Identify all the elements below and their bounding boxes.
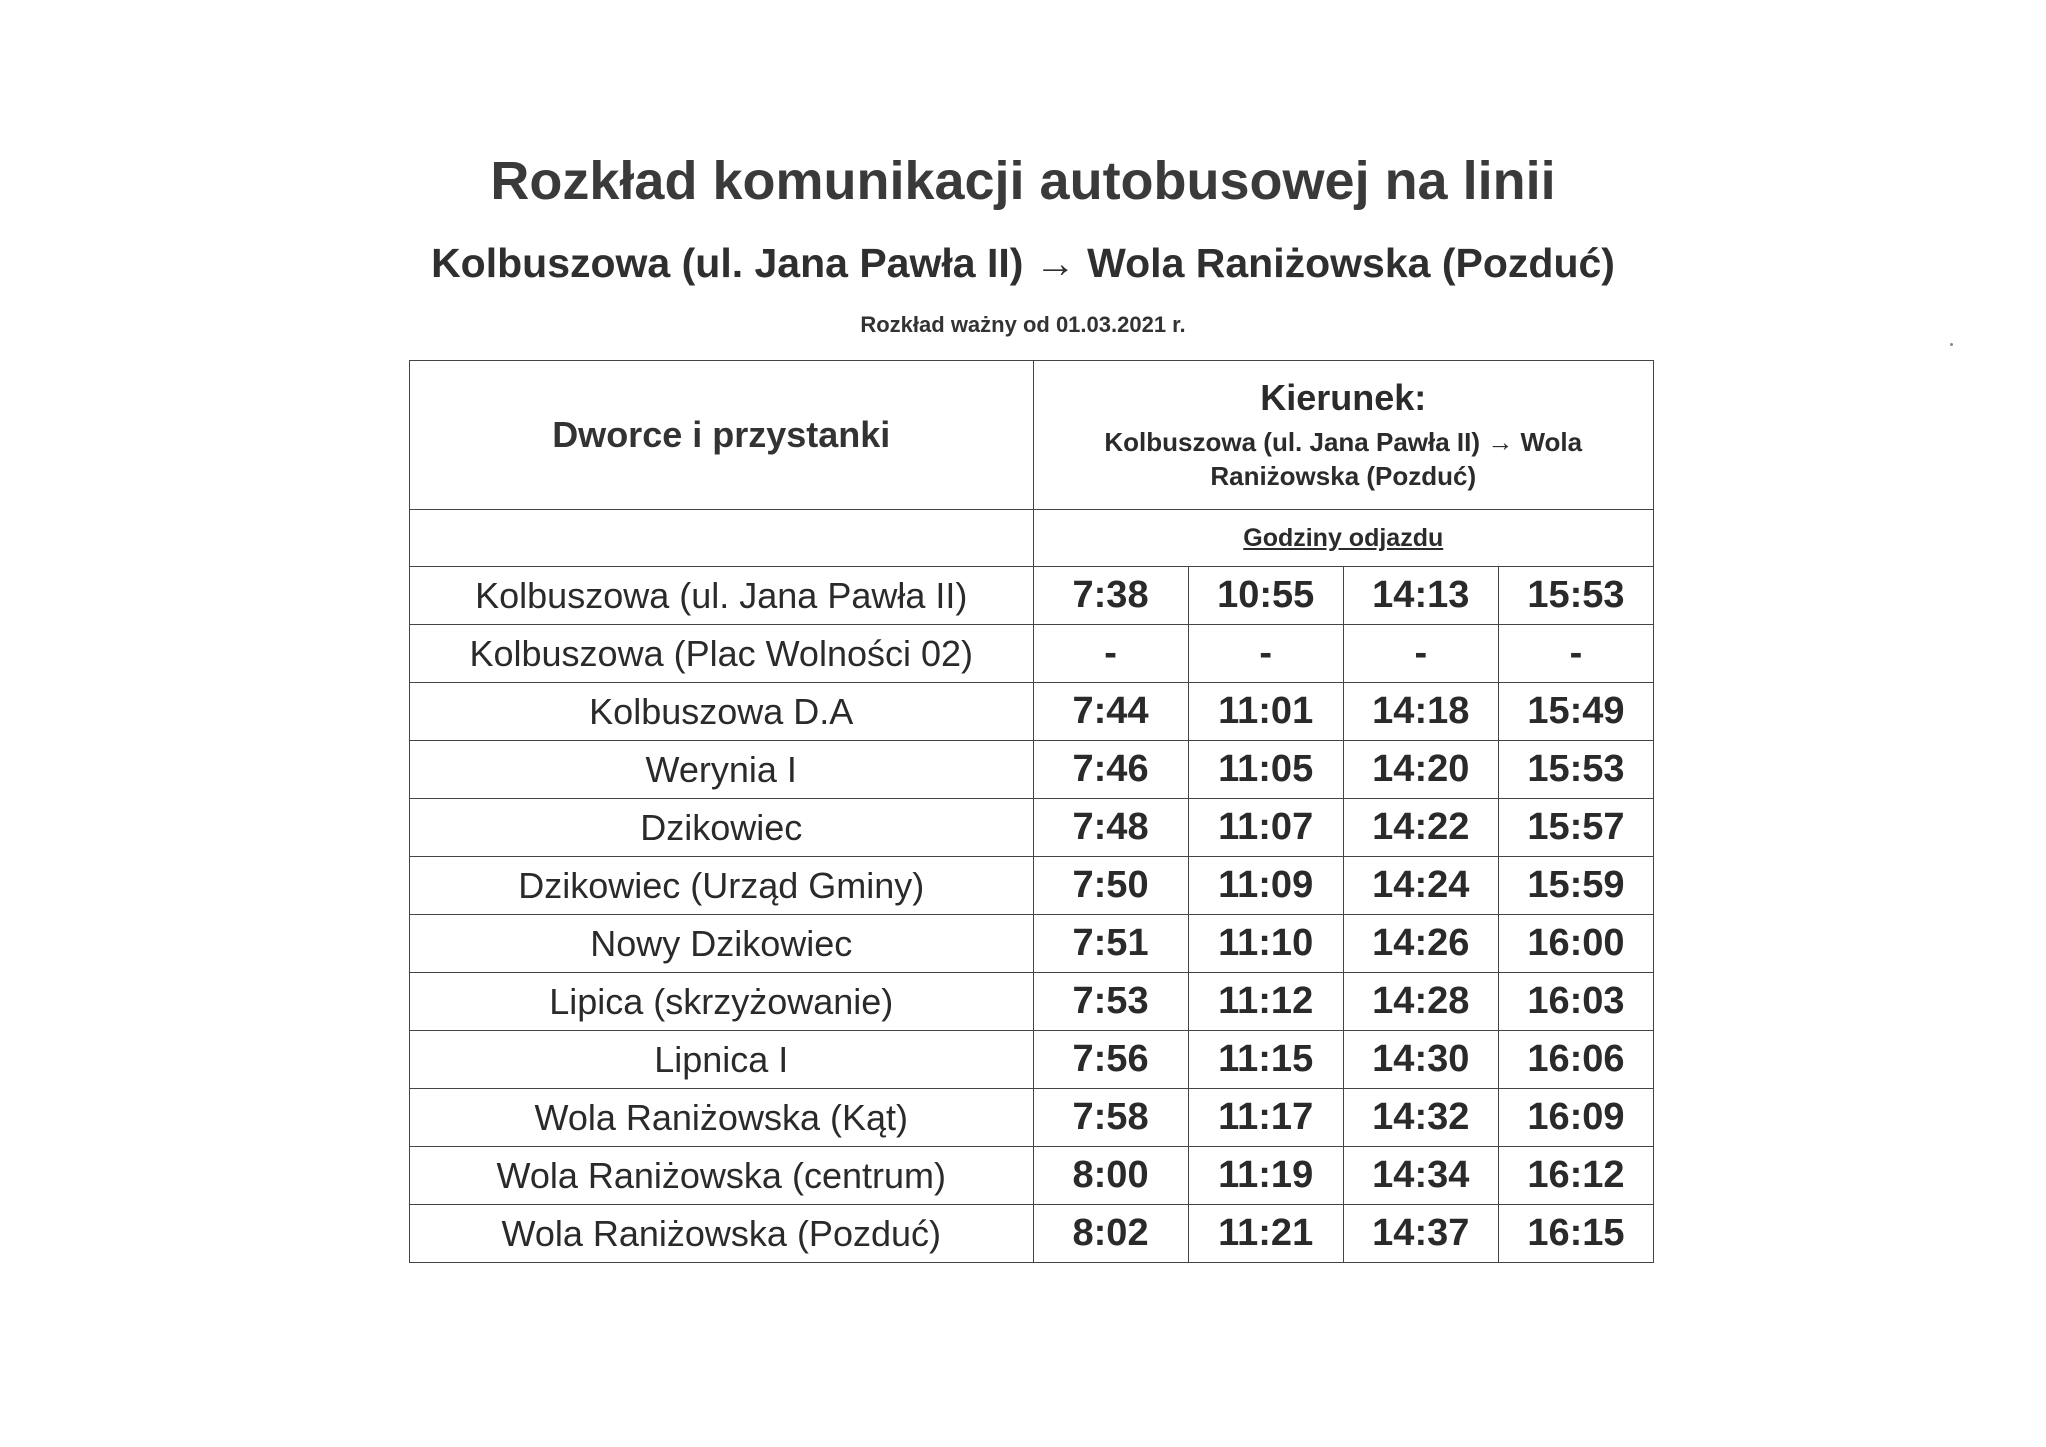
valid-from-note: Rozkład ważny od 01.03.2021 r. — [860, 312, 1186, 337]
departure-time: 15:57 — [1498, 799, 1653, 857]
direction-header — [1033, 361, 1654, 510]
stop-name: Lipica (skrzyżowanie) — [410, 973, 1034, 1031]
departure-time: 7:48 — [1033, 799, 1188, 857]
departure-time: 7:38 — [1033, 567, 1188, 625]
departure-time: 14:28 — [1343, 973, 1498, 1031]
stop-name: Kolbuszowa (ul. Jana Pawła II) — [410, 567, 1034, 625]
table-row — [410, 1031, 1654, 1089]
departure-time: 7:46 — [1033, 741, 1188, 799]
stop-name: Lipnica I — [410, 1031, 1034, 1089]
stop-name: Kolbuszowa D.A — [410, 683, 1034, 741]
departure-time: 15:49 — [1498, 683, 1653, 741]
departure-time: 16:00 — [1498, 915, 1653, 973]
stop-name: Dzikowiec (Urząd Gminy) — [410, 857, 1034, 915]
page-title: Rozkład komunikacji autobusowej na linii — [490, 151, 1556, 211]
departure-time: 7:44 — [1033, 683, 1188, 741]
table-row — [410, 973, 1654, 1031]
departure-time: 14:30 — [1343, 1031, 1498, 1089]
departure-time: 8:02 — [1033, 1205, 1188, 1263]
departures-header-row — [410, 510, 1654, 567]
departure-time: 14:37 — [1343, 1205, 1498, 1263]
timetable — [409, 360, 1654, 1263]
departure-time: 11:01 — [1188, 683, 1343, 741]
departure-time: 14:22 — [1343, 799, 1498, 857]
departure-time: 16:03 — [1498, 973, 1653, 1031]
scan-speck — [1950, 343, 1953, 346]
table-row — [410, 1089, 1654, 1147]
departure-time: 15:59 — [1498, 857, 1653, 915]
table-row — [410, 683, 1654, 741]
table-row — [410, 1147, 1654, 1205]
table-row — [410, 567, 1654, 625]
departure-time: 10:55 — [1188, 567, 1343, 625]
departure-time: 16:09 — [1498, 1089, 1653, 1147]
stop-name: Werynia I — [410, 741, 1034, 799]
departure-time: 11:17 — [1188, 1089, 1343, 1147]
route-subtitle: Kolbuszowa (ul. Jana Pawła II) → Wola Raniżowska (Pozduć) — [431, 240, 1615, 286]
stop-name: Dzikowiec — [410, 799, 1034, 857]
departure-time: 14:20 — [1343, 741, 1498, 799]
departure-time: 7:50 — [1033, 857, 1188, 915]
direction-route: Kolbuszowa (ul. Jana Pawła II) → Wola Raniżowska (Pozduć) — [1104, 427, 1583, 491]
departure-time: - — [1033, 625, 1188, 683]
departure-time: 7:56 — [1033, 1031, 1188, 1089]
departures-label: Godziny odjazdu — [1243, 523, 1444, 552]
stop-name: Wola Raniżowska (centrum) — [410, 1147, 1034, 1205]
departure-time: 11:15 — [1188, 1031, 1343, 1089]
departure-time: 7:53 — [1033, 973, 1188, 1031]
departure-time: 14:18 — [1343, 683, 1498, 741]
stop-name: Wola Raniżowska (Pozduć) — [410, 1205, 1034, 1263]
departure-time: 16:06 — [1498, 1031, 1653, 1089]
table-row — [410, 915, 1654, 973]
table-row — [410, 741, 1654, 799]
departure-time: 16:12 — [1498, 1147, 1653, 1205]
departure-time: - — [1498, 625, 1653, 683]
departure-time: 14:24 — [1343, 857, 1498, 915]
stops-column-header: Dworce i przystanki — [410, 361, 1034, 510]
departure-time: 11:12 — [1188, 973, 1343, 1031]
departure-time: 14:34 — [1343, 1147, 1498, 1205]
departure-time: 11:05 — [1188, 741, 1343, 799]
departure-time: 7:51 — [1033, 915, 1188, 973]
timetable-body — [410, 567, 1654, 1263]
empty-header-cell — [410, 510, 1034, 567]
departure-time: 16:15 — [1498, 1205, 1653, 1263]
table-row — [410, 799, 1654, 857]
departure-time: 14:26 — [1343, 915, 1498, 973]
departure-time: - — [1188, 625, 1343, 683]
stop-name: Wola Raniżowska (Kąt) — [410, 1089, 1034, 1147]
departure-time: 11:09 — [1188, 857, 1343, 915]
departure-time: 15:53 — [1498, 741, 1653, 799]
departure-time: - — [1343, 625, 1498, 683]
departure-time: 8:00 — [1033, 1147, 1188, 1205]
departures-header — [1033, 510, 1654, 567]
direction-label: Kierunek: — [1260, 377, 1427, 418]
departure-time: 14:32 — [1343, 1089, 1498, 1147]
departure-time: 11:21 — [1188, 1205, 1343, 1263]
table-row — [410, 625, 1654, 683]
table-row — [410, 857, 1654, 915]
table-row — [410, 1205, 1654, 1263]
departure-time: 11:07 — [1188, 799, 1343, 857]
departure-time: 7:58 — [1033, 1089, 1188, 1147]
departure-time: 11:10 — [1188, 915, 1343, 973]
departure-time: 11:19 — [1188, 1147, 1343, 1205]
departure-time: 14:13 — [1343, 567, 1498, 625]
stop-name: Nowy Dzikowiec — [410, 915, 1034, 973]
stop-name: Kolbuszowa (Plac Wolności 02) — [410, 625, 1034, 683]
timetable-header-row — [410, 361, 1654, 510]
departure-time: 15:53 — [1498, 567, 1653, 625]
